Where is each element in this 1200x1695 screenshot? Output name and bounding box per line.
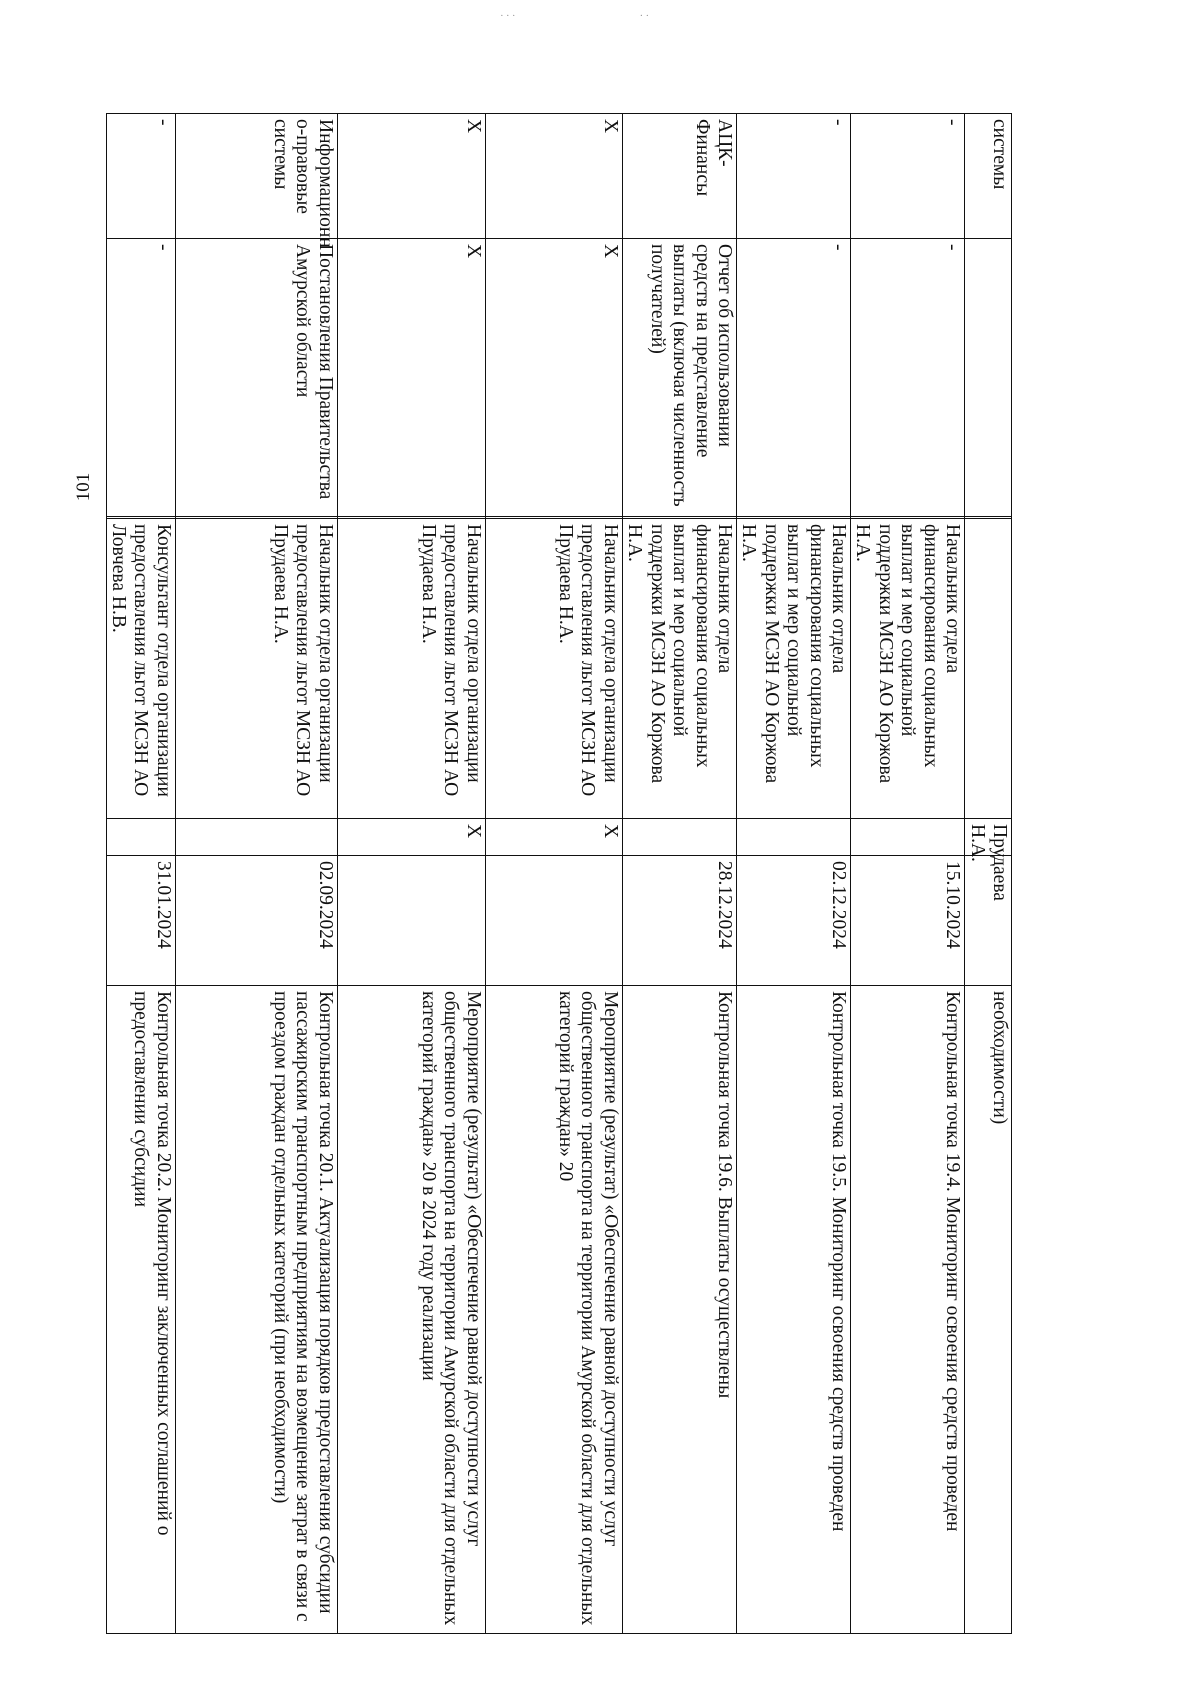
table-row (736, 114, 850, 1634)
table-cell (106, 819, 175, 856)
table-cell: 02.12.2024 (736, 856, 850, 986)
table-cell: - (851, 114, 965, 239)
table-row (622, 114, 736, 1634)
table-cell: Х (337, 239, 485, 517)
table-row (851, 114, 965, 1634)
table-row (485, 114, 622, 1634)
table-cell: Начальник отдела финансирования социальных выплат и мер социальной поддержки МСЗН АО Коржова Н.А. (736, 519, 850, 819)
table-cell: Х (485, 239, 622, 517)
table-cell (622, 819, 736, 856)
table-row (175, 114, 337, 1634)
table-cell: Контрольная точка 19.6. Выплаты осуществлены (622, 986, 736, 1634)
scan-speck: · ∙ · (500, 10, 516, 22)
table-cell: Контрольная точка 20.2. Мониторинг заключенных соглашений о предоставлении субсидии (106, 986, 175, 1634)
table-row (965, 114, 1012, 1634)
table-cell: Х (337, 114, 485, 239)
table-cell: Начальник отдела организации предоставления льгот МСЗН АО Прудаева Н.А. (485, 519, 622, 819)
table-cell: Начальник отдела организации предоставления льгот МСЗН АО Прудаева Н.А. (175, 519, 337, 819)
table-cell (965, 519, 1012, 819)
table-area (107, 113, 1012, 1633)
table-cell: необходимости) (965, 986, 1012, 1634)
table-cell: системы (965, 114, 1012, 239)
table-row (106, 114, 175, 1634)
table-cell (175, 819, 337, 856)
table-cell: Мероприятие (результат) «Обеспечение равной доступности услуг общественного транспорта на территории Амурской области для отдельных категорий граждан» 20 (485, 986, 622, 1634)
table-cell (851, 819, 965, 856)
table-cell: Начальник отдела организации предоставления льгот МСЗН АО Прудаева Н.А. (337, 519, 485, 819)
table-cell: Контрольная точка 19.5. Мониторинг освоения средств проведен (736, 986, 850, 1634)
table-cell: - (736, 239, 850, 517)
table-cell: Х (485, 114, 622, 239)
table-cell: - (106, 114, 175, 239)
table-cell: 31.01.2024 (106, 856, 175, 986)
table-cell: - (851, 239, 965, 517)
table-cell: - (106, 239, 175, 517)
table-cell (485, 856, 622, 986)
page-number: 101 (73, 472, 94, 502)
table-cell: 02.09.2024 (175, 856, 337, 986)
table-cell: 15.10.2024 (851, 856, 965, 986)
scan-speck: ∙ · (640, 10, 650, 22)
control-points-table (106, 113, 1012, 1634)
table-cell: Начальник отдела финансирования социальных выплат и мер социальной поддержки МСЗН АО Коржова Н.А. (851, 519, 965, 819)
table-cell: Мероприятие (результат) «Обеспечение равной доступности услуг общественного транспорта на территории Амурской области для отдельных категорий граждан» 20 в 2024 году реализации (337, 986, 485, 1634)
table-cell: Прудаева Н.А. (965, 819, 1012, 856)
table-cell: Контрольная точка 20.1. Актуализация порядков предоставления субсидии пассажирским транспортным предприятиям на возмещение затрат в связи с проездом граждан отдельных категорий (при необходимости) (175, 986, 337, 1634)
table-cell (965, 239, 1012, 517)
table-cell: Консультант отдела организации предоставления льгот МСЗН АО Ловчева Н.В. (106, 519, 175, 819)
table-cell: Х (337, 819, 485, 856)
table-cell: Контрольная точка 19.4. Мониторинг освоения средств проведен (851, 986, 965, 1634)
table-row (337, 114, 485, 1634)
table-cell: Начальник отдела финансирования социальных выплат и мер социальной поддержки МСЗН АО Коржова Н.А. (622, 519, 736, 819)
table-cell: 28.12.2024 (622, 856, 736, 986)
table-cell: Х (485, 819, 622, 856)
table-cell: Информационн о-правовые системы (175, 114, 337, 239)
table-cell: АЦК-Финансы (622, 114, 736, 239)
table-cell: - (736, 114, 850, 239)
table-cell (736, 819, 850, 856)
table-cell: Постановления Правительства Амурской области (175, 239, 337, 517)
table-cell (337, 856, 485, 986)
table-cell: Отчет об использовании средств на представление выплаты (включая численность получателей) (622, 239, 736, 517)
